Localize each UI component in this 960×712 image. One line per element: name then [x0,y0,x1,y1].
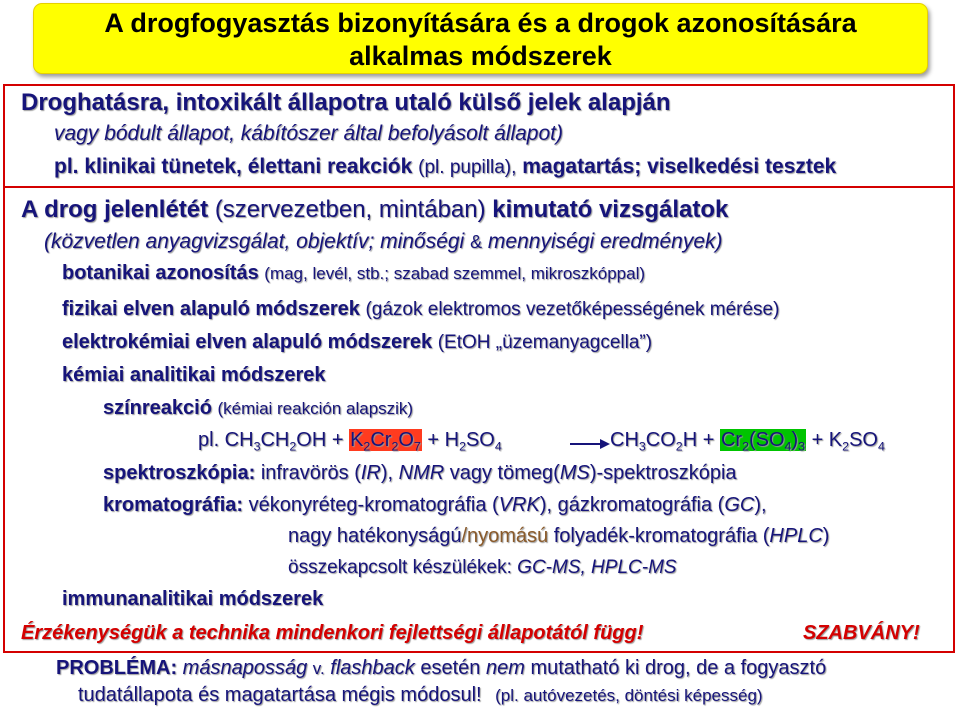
problem-text-c: esetén [420,657,481,679]
color-reaction-bold: színreakció [103,397,212,419]
problem-examples: (pl. autóvezetés, döntési képesség) [495,686,763,705]
presence-normal: (szervezetben, mintában) [214,196,486,223]
spectroscopy-text-b: ), [380,462,394,484]
presence-heading [21,196,728,224]
external-heading: Droghatásra, intoxikált állapotra utaló külső jelek alapján [21,89,671,116]
presence-amp: & [470,232,483,252]
hplc-line [288,525,829,548]
method-immunoanalytical: immunanalitikai módszerek [62,588,324,610]
problem-label: PROBLÉMA: [56,657,178,679]
problem-not: nem [485,657,525,679]
title-box [33,3,928,74]
hplc-text-d: ) [822,525,830,547]
hplc-text-c: folyadék-kromatográfia ( [553,525,770,547]
external-examples [54,155,836,179]
gc-abbrev: GC [724,494,755,516]
ir-abbrev: IR [360,462,381,484]
method-electrochemical [62,331,652,354]
problem-consciousness: tudatállapota és magatartása mégis módosul! [78,684,482,706]
reaction-right: $CH_3CO_2H + Cr_2(SO_4)_3 + K_2SO_4$ [610,429,885,454]
sensitivity-note: Érzékenységük a technika mindenkori fejlettségi állapotától függ! [21,622,644,644]
color-reaction [103,397,413,420]
presence-bold-1: A drog jelenlétét [21,196,209,223]
botanical-normal: (mag, levél, stb. [264,264,385,283]
hplc-abbrev: HPLC [769,525,823,547]
problem-line-2 [78,684,763,707]
method-botanical [62,262,645,285]
spectroscopy-text-c: vagy tömeg( [449,462,560,484]
ms-abbrev: MS [559,462,590,484]
method-chemical: kémiai analitikai módszerek [62,364,326,386]
coupled-devices-line [288,557,677,579]
reaction-left: pl. $CH_3CH_2OH + K_2Cr_2O_7 + H_2SO_4$ [198,429,502,454]
method-physical [62,298,779,321]
pupil-note: (pl. pupilla), [418,157,517,178]
behaviour-tests: magatartás; viselkedési tesztek [522,155,837,178]
presence-italic-2: mennyiségi eredmények) [487,230,723,253]
coupled-devices-list: GC-MS, HPLC-MS [517,557,677,578]
title-line-1: A drogfogyasztás bizonyítására és a drogok azonosítására [104,8,857,38]
physical-bold: fizikai elven alapuló módszerek [62,298,360,320]
chromatography-line [103,494,767,517]
presence-italic-1: (közvetlen anyagvizsgálat, objektív; minőségi [44,230,465,253]
problem-flashback: flashback [330,657,415,679]
standard-note: SZABVÁNY! [803,622,920,644]
dichromate-highlight: $K_2Cr_2O_7$ [350,429,421,454]
problem-hangover: másnaposság [182,657,308,679]
problem-text-e: mutatható ki drog, de a fogyasztó [530,657,827,679]
title-line-2: alkalmas módszerek [349,41,612,71]
electro-bold: elektrokémiai elven alapuló módszerek [62,331,433,353]
coupled-devices-label: összekapcsolt készülékek: [288,557,512,578]
vrk-abbrev: VRK [498,494,540,516]
problem-v: v. [312,659,325,678]
hplc-text-pressure: /nyomású [461,525,549,547]
spectroscopy-text-a: infravörös ( [260,462,361,484]
chromatography-text-a: vékonyréteg-kromatográfia ( [248,494,499,516]
problem-line-1 [56,657,826,680]
botanical-rest: ; szabad szemmel, mikroszkóppal) [384,264,646,283]
botanical-bold: botanikai azonosítás [62,262,259,284]
reaction-prefix: pl. [198,429,220,451]
electro-normal: (EtOH „üzemanyagcella”) [437,332,653,353]
physical-normal: (gázok elektromos vezetőképességének mérése) [365,299,780,320]
presence-bold-2: kimutató vizsgálatok [492,196,729,223]
hplc-text-a: nagy hatékonyságú [288,525,462,547]
spectroscopy-bold: spektroszkópia: [103,462,256,484]
color-reaction-normal: (kémiai reakción alapszik) [217,399,414,418]
reaction-arrow-icon [568,436,612,452]
nmr-abbrev: NMR [398,462,445,484]
spectroscopy-line [103,462,737,485]
chromatography-text-c: ), [754,494,767,516]
external-subline: vagy bódult állapot, kábítószer által befolyásolt állapot) [54,122,563,145]
chromium-sulfate-highlight: $Cr_2(SO_4)_3$ [720,429,806,454]
clinical-symptoms: pl. klinikai tünetek, élettani reakciók [54,155,413,178]
spectroscopy-text-d: )-spektroszkópia [589,462,737,484]
presence-subline [44,230,723,254]
chromatography-bold: kromatográfia: [103,494,244,516]
chromatography-text-b: ), gázkromatográfia ( [539,494,725,516]
